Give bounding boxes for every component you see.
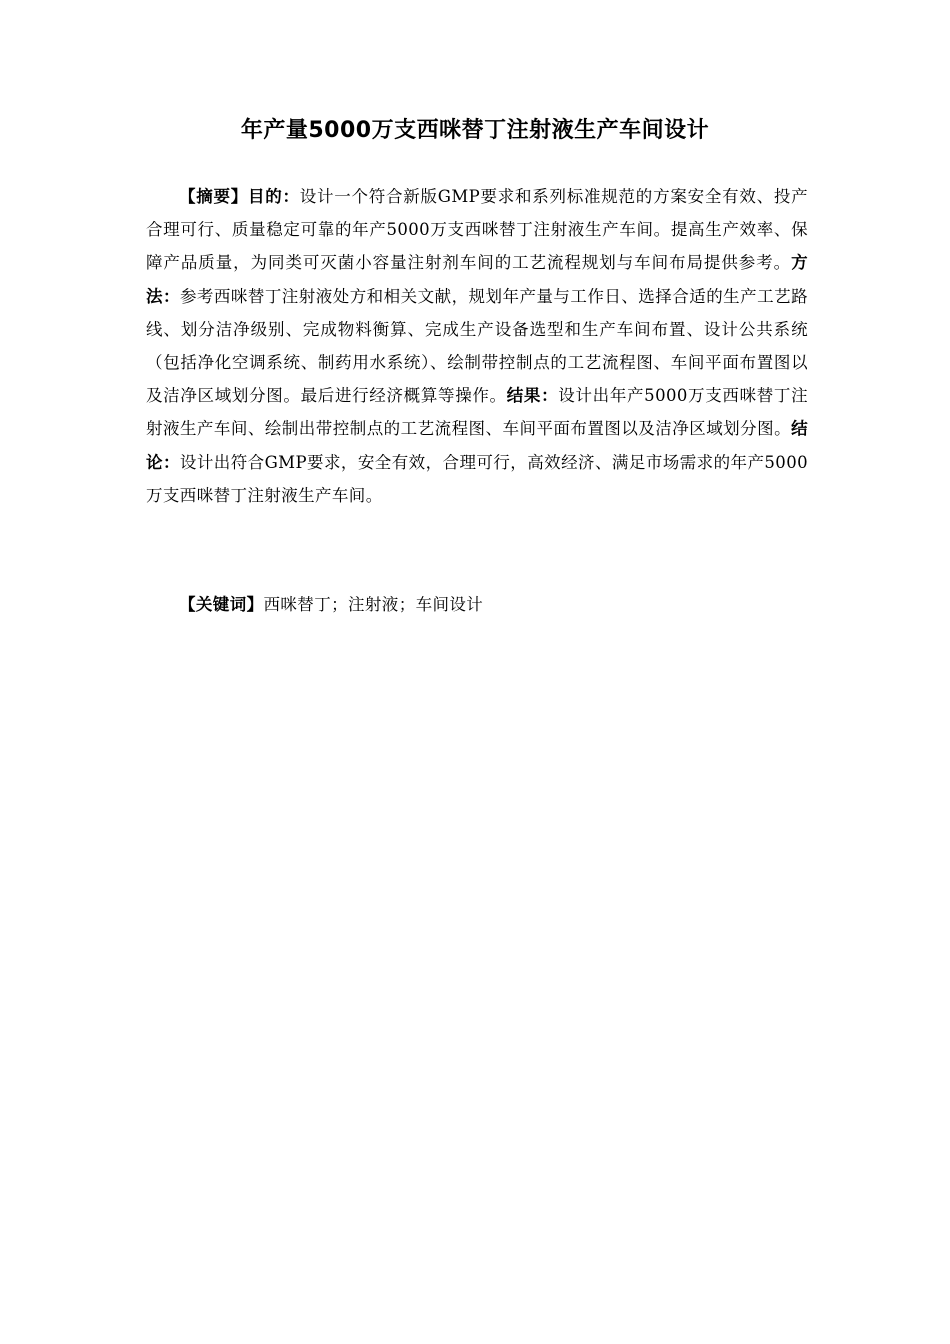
method-text: 参考西咪替丁注射液处方和相关文献，规划年产量与工作日、选择合适的生产工艺路线、划分洁净级别、完成物料衡算、完成生产设备选型和生产车间布置、设计公共系统（包括净化空调系统、制药用水系统）、绘制带控制点的工艺流程图、车间平面布置图以及洁净区域划分图。最后进行经济概算等操作。 xyxy=(146,286,808,406)
page-title: 年产量5000万支西咪替丁注射液生产车间设计 xyxy=(240,118,710,143)
objective-text: 设计一个符合新版GMP要求和系列标准规范的方案安全有效、投产合理可行、质量稳定可靠的年产5000万支西咪替丁注射液生产车间。提高生产效率、保障产品质量，为同类可灭菌小容量注射剂车间的工艺流程规划与车间布局提供参考。 xyxy=(146,187,808,273)
conclusion-label: 结论： xyxy=(146,419,808,472)
abstract-label: 【摘要】 xyxy=(179,187,249,206)
result-text: 设计出年产5000万支西咪替丁注射液生产车间、绘制出带控制点的工艺流程图、车间平面布置图以及洁净区域划分图。 xyxy=(146,386,809,439)
conclusion-text: 设计出符合GMP要求，安全有效，合理可行，高效经济、满足市场需求的年产5000万支西咪替丁注射液生产车间。 xyxy=(146,452,808,505)
method-label: 方法： xyxy=(146,253,808,306)
result-label: 结果： xyxy=(506,386,559,406)
keywords-line xyxy=(179,588,483,621)
keywords-label: 【关键词】 xyxy=(179,595,264,614)
abstract-paragraph xyxy=(146,180,808,512)
objective-label: 目的： xyxy=(248,187,300,206)
keywords-text: 西咪替丁；注射液；车间设计 xyxy=(263,595,484,614)
